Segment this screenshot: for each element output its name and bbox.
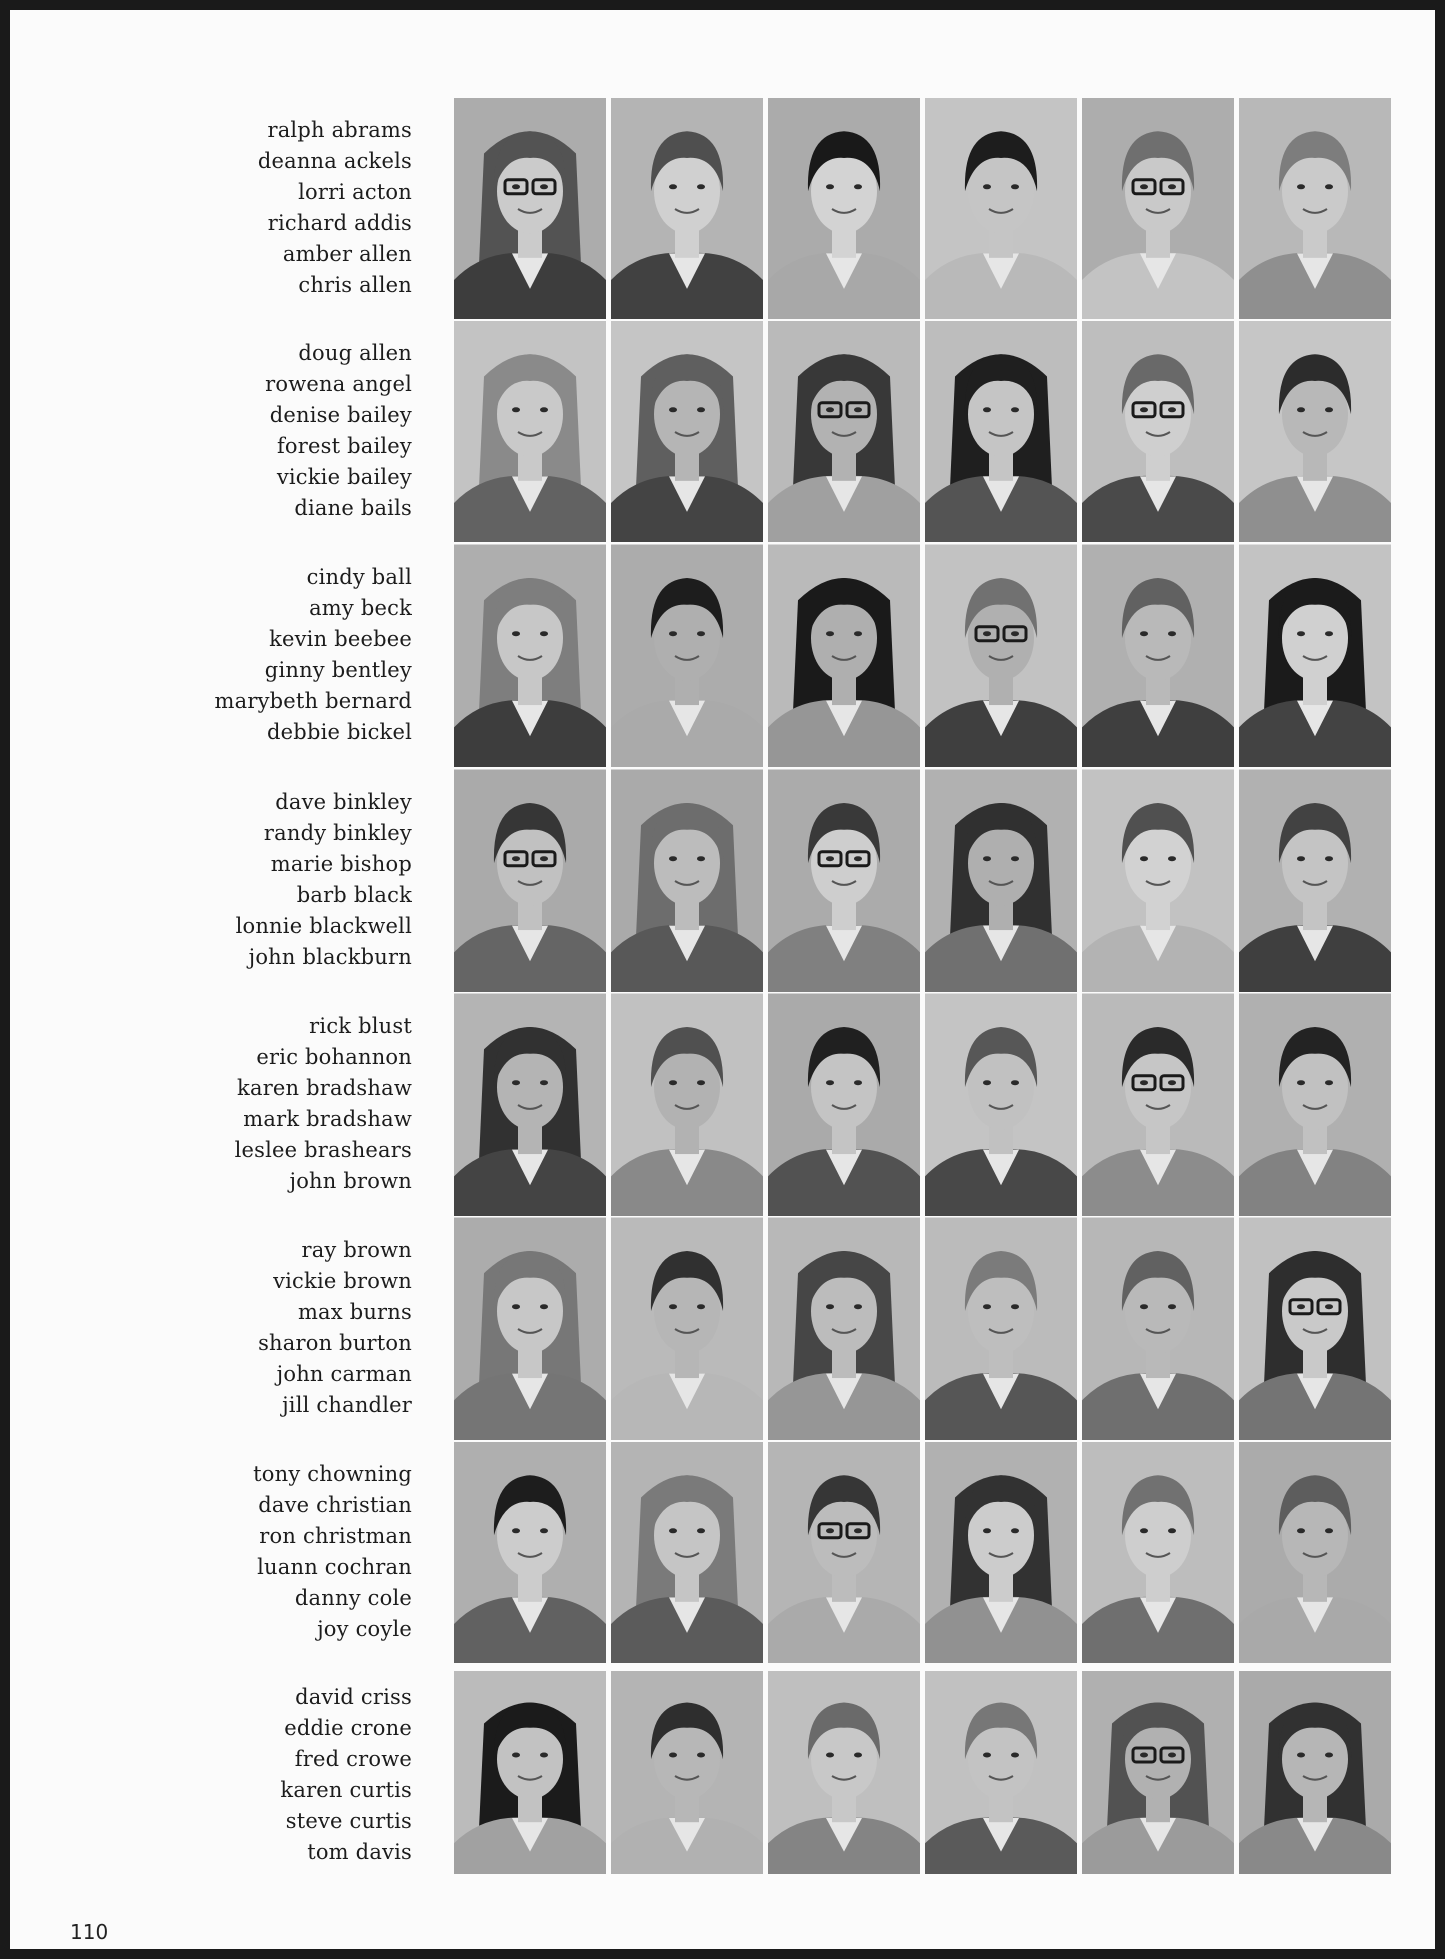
student-name: dave christian	[258, 1493, 412, 1517]
student-name: vickie brown	[273, 1269, 412, 1293]
portrait-photo-graphic	[1239, 769, 1391, 992]
student-name: dave binkley	[275, 790, 412, 814]
portrait-photo-graphic	[768, 769, 920, 992]
portrait-photo-graphic	[454, 97, 606, 319]
student-name-list	[130, 562, 412, 748]
student-portrait	[1082, 1441, 1234, 1663]
student-name: mark bradshaw	[243, 1107, 412, 1131]
student-name: vickie bailey	[276, 465, 412, 489]
student-portrait	[925, 320, 1077, 542]
student-portrait	[454, 320, 606, 542]
student-portrait	[454, 97, 606, 319]
portrait-photo-graphic	[768, 1217, 920, 1440]
student-name: max burns	[297, 1300, 412, 1324]
student-name: rowena angel	[265, 372, 412, 396]
student-name: ralph abrams	[267, 118, 412, 142]
student-name: david criss	[295, 1685, 412, 1709]
student-portrait	[611, 1664, 763, 1874]
student-name-list	[130, 115, 412, 301]
portrait-photo-graphic	[925, 769, 1077, 992]
student-name: lorri acton	[298, 180, 412, 204]
student-name: lonnie blackwell	[235, 914, 412, 938]
student-name: joy coyle	[317, 1617, 412, 1641]
portrait-photo-graphic	[1082, 97, 1234, 319]
student-portrait	[925, 1441, 1077, 1663]
student-name: richard addis	[267, 211, 412, 235]
student-name: deanna ackels	[257, 149, 412, 173]
student-portrait	[1239, 769, 1391, 992]
student-portrait	[768, 993, 920, 1216]
portrait-photo-graphic	[925, 97, 1077, 319]
student-portrait	[611, 1441, 763, 1663]
portrait-photo-graphic	[611, 544, 763, 767]
student-portrait	[1082, 544, 1234, 767]
portrait-photo-graphic	[925, 993, 1077, 1216]
student-portrait	[611, 544, 763, 767]
portrait-photo-graphic	[1082, 1441, 1234, 1663]
student-name: denise bailey	[269, 403, 412, 427]
portrait-photo-graphic	[925, 1441, 1077, 1663]
student-portrait	[768, 97, 920, 319]
student-name: jill chandler	[282, 1393, 412, 1417]
portrait-photo-graphic	[611, 1664, 763, 1874]
student-portrait	[768, 544, 920, 767]
portrait-photo-graphic	[768, 320, 920, 542]
portrait-photo-graphic	[1239, 97, 1391, 319]
student-portrait	[611, 769, 763, 992]
portrait-photo-graphic	[1239, 1217, 1391, 1440]
student-portrait	[1082, 97, 1234, 319]
portrait-photo-graphic	[925, 1217, 1077, 1440]
student-name-list	[130, 787, 412, 973]
student-row	[10, 1441, 1435, 1665]
student-name: tom davis	[307, 1840, 412, 1864]
student-name: john carman	[276, 1362, 412, 1386]
portrait-photo-graphic	[454, 1441, 606, 1663]
portrait-photo-graphic	[1082, 769, 1234, 992]
portrait-photo-graphic	[1239, 320, 1391, 542]
portrait-photo-graphic	[768, 1441, 920, 1663]
portrait-photo-graphic	[1082, 544, 1234, 767]
portrait-photo-graphic	[454, 1217, 606, 1440]
student-portrait	[1082, 1664, 1234, 1874]
student-name: amber allen	[282, 242, 412, 266]
student-name: leslee brashears	[234, 1138, 412, 1162]
portrait-photo-graphic	[611, 993, 763, 1216]
portrait-photo-graphic	[768, 993, 920, 1216]
student-name-list	[130, 338, 412, 524]
student-name: forest bailey	[276, 434, 412, 458]
portrait-photo-graphic	[925, 544, 1077, 767]
student-name: john brown	[289, 1169, 412, 1193]
student-name: marybeth bernard	[214, 689, 412, 713]
student-row	[10, 1217, 1435, 1441]
portrait-photo-graphic	[768, 1664, 920, 1874]
student-name: fred crowe	[294, 1747, 412, 1771]
student-portrait	[454, 1217, 606, 1440]
student-portrait	[1239, 1441, 1391, 1663]
portrait-photo-graphic	[454, 769, 606, 992]
student-name: cindy ball	[306, 565, 412, 589]
portrait-photo-graphic	[1239, 1664, 1391, 1874]
student-portrait	[454, 1664, 606, 1874]
portrait-photo-graphic	[611, 97, 763, 319]
student-portrait	[925, 993, 1077, 1216]
student-name: kevin beebee	[269, 627, 412, 651]
portrait-photo-graphic	[925, 1664, 1077, 1874]
student-portrait	[1239, 993, 1391, 1216]
student-portrait	[611, 97, 763, 319]
student-portrait	[768, 1441, 920, 1663]
student-portrait	[611, 993, 763, 1216]
student-portrait	[1082, 320, 1234, 542]
portrait-photo-graphic	[611, 769, 763, 992]
student-name: danny cole	[294, 1586, 412, 1610]
student-portrait	[925, 97, 1077, 319]
student-portrait	[1082, 1217, 1234, 1440]
student-portrait	[768, 769, 920, 992]
portrait-photo-graphic	[611, 1217, 763, 1440]
portrait-photo-graphic	[1082, 1217, 1234, 1440]
student-portrait	[925, 769, 1077, 992]
student-name: sharon burton	[258, 1331, 412, 1355]
portrait-photo-graphic	[454, 544, 606, 767]
student-name: ron christman	[259, 1524, 412, 1548]
student-portrait	[768, 1217, 920, 1440]
student-portrait	[454, 769, 606, 992]
student-name: debbie bickel	[267, 720, 412, 744]
student-portrait	[454, 544, 606, 767]
student-portrait	[611, 320, 763, 542]
student-portrait	[454, 1441, 606, 1663]
portrait-photo-graphic	[1082, 320, 1234, 542]
portrait-photo-graphic	[768, 544, 920, 767]
student-portrait	[611, 1217, 763, 1440]
student-row	[10, 544, 1435, 768]
student-name: marie bishop	[270, 852, 412, 876]
yearbook-page	[10, 10, 1435, 1949]
student-name-list	[130, 1459, 412, 1645]
student-name: eddie crone	[284, 1716, 412, 1740]
portrait-photo-graphic	[454, 993, 606, 1216]
student-name: john blackburn	[248, 945, 412, 969]
portrait-photo-graphic	[768, 97, 920, 319]
portrait-photo-graphic	[925, 320, 1077, 542]
student-portrait	[1239, 97, 1391, 319]
student-row	[10, 993, 1435, 1217]
student-name-list	[130, 1011, 412, 1197]
portrait-photo-graphic	[1239, 1441, 1391, 1663]
portrait-photo-graphic	[1239, 544, 1391, 767]
student-name: rick blust	[309, 1014, 412, 1038]
student-name: karen curtis	[280, 1778, 412, 1802]
student-name: tony chowning	[253, 1462, 412, 1486]
student-portrait	[768, 1664, 920, 1874]
student-portrait	[1082, 769, 1234, 992]
student-row	[10, 1664, 1435, 1888]
student-name: barb black	[296, 883, 412, 907]
student-portrait	[1239, 1664, 1391, 1874]
student-name: steve curtis	[285, 1809, 412, 1833]
student-name: doug allen	[298, 341, 412, 365]
student-portrait	[1239, 1217, 1391, 1440]
student-portrait	[454, 993, 606, 1216]
student-name: chris allen	[298, 273, 412, 297]
portrait-photo-graphic	[611, 1441, 763, 1663]
student-name: ray brown	[301, 1238, 412, 1262]
portrait-photo-graphic	[454, 320, 606, 542]
student-name-list	[130, 1235, 412, 1421]
student-portrait	[1082, 993, 1234, 1216]
student-portrait	[925, 1217, 1077, 1440]
student-name-list	[130, 1682, 412, 1868]
student-name: karen bradshaw	[237, 1076, 412, 1100]
portrait-photo-graphic	[454, 1664, 606, 1874]
student-portrait	[925, 1664, 1077, 1874]
student-portrait	[768, 320, 920, 542]
student-name: luann cochran	[257, 1555, 412, 1579]
student-name: randy binkley	[263, 821, 412, 845]
student-name: eric bohannon	[256, 1045, 412, 1069]
student-portrait	[1239, 544, 1391, 767]
student-portrait	[925, 544, 1077, 767]
student-name: ginny bentley	[264, 658, 412, 682]
student-name: diane bails	[294, 496, 412, 520]
student-row	[10, 769, 1435, 993]
student-row	[10, 97, 1435, 321]
portrait-photo-graphic	[611, 320, 763, 542]
portrait-photo-graphic	[1082, 1664, 1234, 1874]
student-row	[10, 320, 1435, 544]
portrait-photo-graphic	[1082, 993, 1234, 1216]
student-portrait	[1239, 320, 1391, 542]
portrait-photo-graphic	[1239, 993, 1391, 1216]
student-name: amy beck	[309, 596, 412, 620]
page-number: 110	[70, 1920, 109, 1944]
